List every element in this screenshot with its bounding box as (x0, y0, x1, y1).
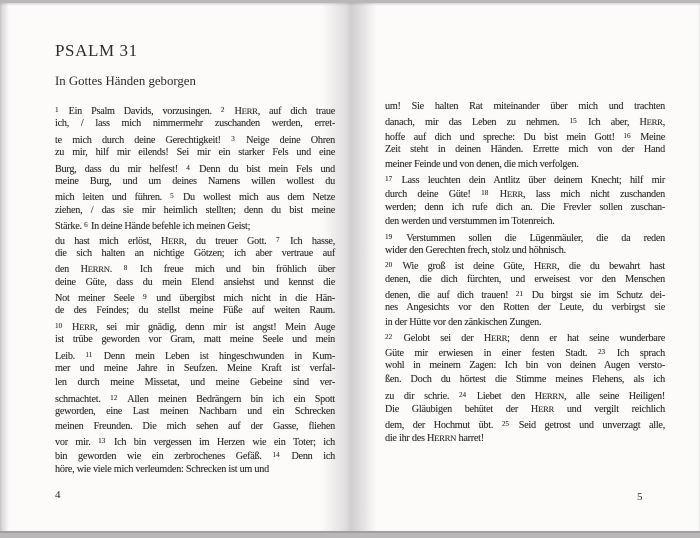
text-line: bin geworden wie ein zerbrochenes Gefäß. $^{14}$ Denn ich (55, 451, 335, 463)
text-line: geworden, eine Last meinen Nachbarn und ein Schrecken (55, 406, 335, 418)
text-line: Not meiner Seele $^9$ und übergibst mich nicht in die Hän- (55, 293, 335, 305)
text-line: um! Sie halten Rat miteinander über mich und trachten (385, 101, 665, 112)
psalm-subtitle: In Gottes Händen geborgen (55, 74, 196, 88)
text-line: wider den Gerechten frech, stolz und höhnisch. (385, 244, 566, 256)
text-line: ziehen, / das sie mir heimlich stellten; denn du bist meine (55, 204, 335, 216)
text-line: Zeit steht in deinen Händen. Errette mich von der Hand (385, 144, 665, 156)
text-line: wohl in meinem Zagen: Ich bin von deinen Augen versto- (385, 360, 665, 372)
text-line: in der Hütte vor den zänkischen Zungen. (385, 316, 542, 328)
text-line: den HERRN. $^8$ Ich freue mich und bin fröhlich über (55, 264, 335, 276)
text-line: zu mir, hilf mir eilends! Sei mir ein starker Fels und eine (55, 147, 335, 159)
text-line: Burg, dass du mir helfest! $^4$ Denn du bist mein Fels und (55, 163, 335, 175)
text-line: mich leiten und führen. $^5$ Du wollest mich aus dem Netze (55, 192, 336, 204)
text-line: ist trübe geworden vor Gram, matt meine Seele und mein (55, 334, 335, 346)
text-line: denen, die auf dich trauen! $^{21}$ Du birgst sie im Schutz dei- (385, 290, 666, 302)
text-line: Güte mir erwiesen in einer festen Stadt. $^{23}$ Ich sprach (385, 347, 665, 359)
text-line: die ihr des HERRN harret! (385, 432, 484, 444)
text-line: durch deine Güte! $^{18}$ HERR, lass mich nicht zuschanden (385, 189, 666, 201)
page-number-right: 5 (637, 491, 643, 503)
text-line: werden; denn ich rufe dich an. Die Frevler sollen zuschan- (385, 201, 665, 213)
text-line: $^1$ Ein Psalm Davids, vorzusingen. $^2$ HERR, auf dich traue (55, 106, 336, 118)
text-line: meinen Freunden. Die mich sehen auf der Gasse, fliehen (55, 420, 335, 432)
text-line: dem, der Hochmut übt. $^{25}$ Seid getrost und unverzagt alle, (385, 419, 665, 431)
text-line: meine Burg, und um deines Namens willen wollest du (55, 175, 335, 187)
text-line: denen, die dich fürchten, und erweisest vor den Menschen (385, 273, 665, 285)
text-line: nes Angesichts vor den Rotten der Leute, du verbirgst sie (385, 302, 665, 314)
text-line: Leib. $^{11}$ Denn mein Leben ist hingeschwunden in Kum- (55, 350, 335, 362)
text-line: hoffe auf dich und spreche: Du bist mein Gott! $^{16}$ Meine (385, 131, 665, 143)
text-line: $^{20}$ Wie groß ist deine Güte, HERR, die du bewahrt hast (385, 261, 665, 273)
text-line: Die Gläubigen behütet der HERR und vergilt reichlich (385, 404, 665, 416)
text-line: ich, / lass mich nimmermehr zuschanden werden, erret- (55, 118, 335, 130)
text-line: de des Feindes; du stellst meine Füße auf weiten Raum. (55, 305, 335, 317)
text-line: $^{17}$ Lass leuchten dein Antlitz über deinem Knecht; hilf mir (385, 174, 665, 187)
text-line: den werden und verstummen im Totenreich. (385, 216, 555, 228)
text-line: deine Güte, dass du mein Elend ansiehst und kennst die (55, 276, 335, 288)
psalm-title: PSALM 31 (55, 41, 138, 60)
text-line: höre, wie viele mich verleumden: Schrecken ist um und (55, 463, 269, 475)
text-line: vor mir. $^{13}$ Ich bin vergessen im Herzen wie ein Toter; ich (55, 436, 335, 449)
text-line: ßen. Doch du hörtest die Stimme meines Flehens, als ich (385, 374, 665, 386)
text-line: $^{19}$ Verstummen sollen die Lügenmäuler, die da reden (385, 232, 665, 244)
text-line: du hast mich erlöst, HERR, du treuer Gott. $^7$ Ich hasse, (55, 235, 336, 247)
psalm-text-right-page (385, 100, 665, 445)
book-spread (0, 3, 700, 533)
text-line: schmachtet. $^{12}$ Allen meinen Bedrängern bin ich ein Spott (55, 393, 336, 405)
text-line: zu dir schrie. $^{24}$ Liebet den HERRN, alle seine Heiligen! (385, 390, 666, 402)
page-number-left: 4 (55, 489, 61, 501)
text-line: $^{10}$ HERR, sei mir gnädig, denn mir ist angst! Mein Auge (55, 321, 336, 334)
text-line: $^{22}$ Gelobt sei der HERR; denn er hat seine wunderbare (385, 333, 665, 345)
text-line: meiner Feinde und von denen, die mich verfolgen. (385, 158, 579, 170)
text-line: die sich halten an nichtige Götzen; ich aber vertraue auf (55, 247, 335, 259)
psalm-text-left-page (55, 103, 335, 477)
text-line: len durch meine Missetat, und meine Gebeine sind ver- (55, 377, 335, 389)
text-line: danach, mir das Leben zu nehmen. $^{15}$ Ich aber, HERR, (385, 117, 665, 129)
text-line: te mich durch deine Gerechtigkeit! $^3$ Neige deine Ohren (55, 134, 335, 146)
text-line: Stärke. $^6$ In deine Hände befehle ich meinen Geist; (55, 221, 251, 233)
text-line: mer und meine Jahre in Seufzen. Meine Kraft ist verfal- (55, 363, 335, 375)
